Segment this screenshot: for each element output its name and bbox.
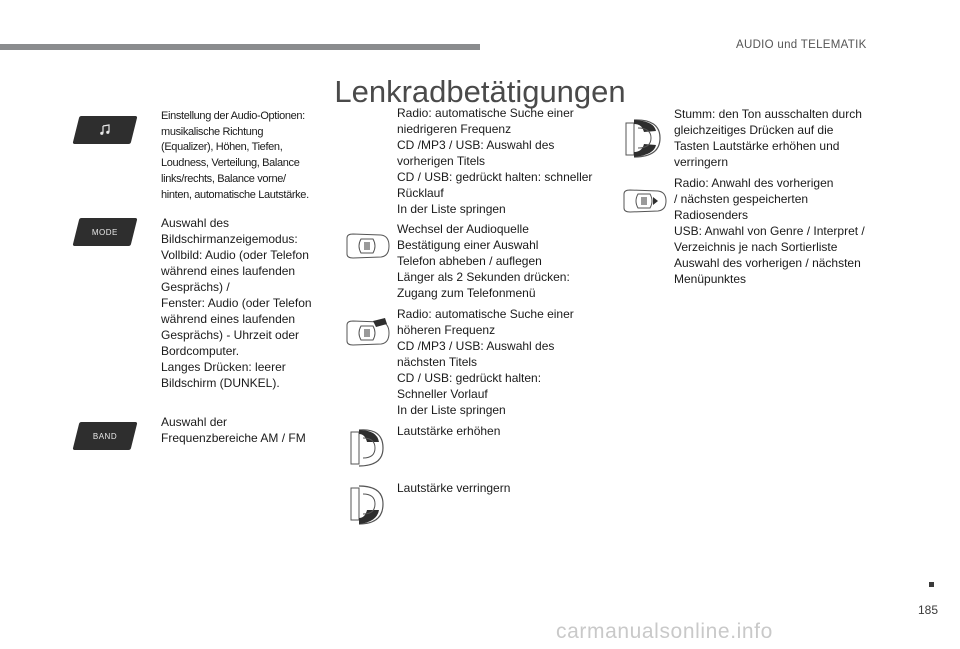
- header-bar: [0, 44, 480, 50]
- search-up-control-icon: [343, 317, 391, 347]
- band-button-label: BAND: [92, 431, 118, 441]
- mode-button-label: MODE: [92, 227, 118, 237]
- volume-down-control-icon: [345, 482, 387, 528]
- section-title: AUDIO und TELEMATIK: [736, 39, 867, 51]
- search-down-text: Radio: automatische Suche einer niedrigeren Frequenz CD /MP3 / USB: Auswahl des vorherigen Titels CD / USB: gedrückt halten: schneller Rücklauf In der Liste springen: [397, 106, 593, 216]
- preset-control-icon: [620, 186, 668, 216]
- mode-text: Auswahl des Bildschirmanzeigemodus: Vollbild: Audio (oder Telefon während eines laufenden Gesprächs) / Fenster: Audio (oder Telefon während eines laufenden Gesprächs) - Uhrzeit oder Bordcomputer. Langes Drücken: leerer Bildschirm (DUNKEL).: [161, 216, 312, 390]
- page-number: 185: [918, 603, 939, 617]
- band-button[interactable]: [73, 422, 138, 450]
- page-title: Lenkradbetätigungen: [334, 74, 626, 109]
- music-button[interactable]: [73, 116, 138, 144]
- mode-button[interactable]: [73, 218, 138, 246]
- search-up-text: Radio: automatische Suche einer höheren Frequenz CD /MP3 / USB: Auswahl des nächsten Titels CD / USB: gedrückt halten: Schneller Vorlauf In der Liste springen: [397, 307, 574, 417]
- source-text: Wechsel der Audioquelle Bestätigung einer Auswahl Telefon abheben / auflegen Länger als 2 Sekunden drücken: Zugang zum Telefonmenü: [397, 222, 570, 300]
- watermark: carmanualsonline.info: [556, 620, 773, 643]
- mute-text: Stumm: den Ton ausschalten durch gleichzeitiges Drücken auf die Tasten Lautstärke erhöhen und verringern: [674, 107, 862, 169]
- music-note-icon: [99, 124, 111, 136]
- footer-marker: [929, 582, 934, 587]
- mute-control-icon: [620, 115, 664, 161]
- source-control-icon: [343, 232, 391, 260]
- volume-up-control-icon: [345, 424, 387, 470]
- prev-next-text: Radio: Anwahl des vorherigen / nächsten gespeicherten Radiosenders USB: Anwahl von Genre / Interpret / Verzeichnis je nach Sortierliste Auswahl des vorherigen / nächsten Menüpunktes: [674, 176, 865, 286]
- volume-down-text: Lautstärke verringern: [397, 481, 511, 495]
- audio-options-text: Einstellung der Audio-Optionen: musikalische Richtung (Equalizer), Höhen, Tiefen, Loudness, Verteilung, Balance links/rechts, Balance vorne/ hinten, automatische Lautstärke.: [161, 110, 309, 201]
- band-text: Auswahl der Frequenzbereiche AM / FM: [161, 415, 306, 445]
- volume-up-text: Lautstärke erhöhen: [397, 424, 501, 438]
